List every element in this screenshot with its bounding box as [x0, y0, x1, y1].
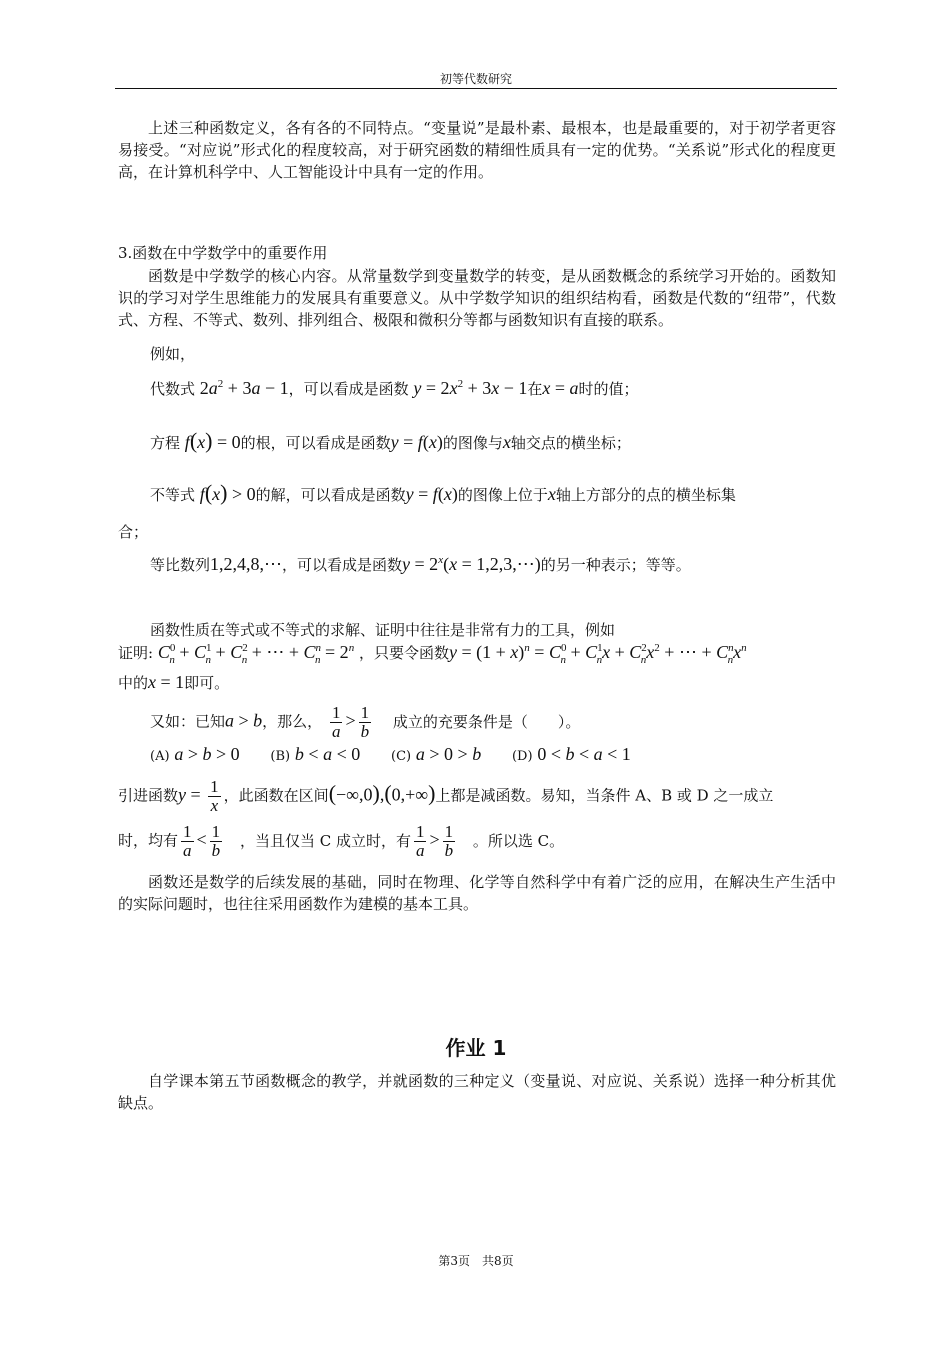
closing-section [118, 871, 836, 915]
tools-intro: 函数性质在等式或不等式的求解、证明中往往是非常有力的工具，例如 [150, 621, 616, 639]
example-sequence: 等比数列1,2,4,8,⋯，可以看成是函数$y = 2^x(x$ = 1,2,3,⋯)的另一种表示；等等。 [150, 554, 691, 574]
running-header: 初等代数研究 [439, 72, 512, 86]
page-footer: 第3页 共8页 [438, 1254, 514, 1268]
section-3-paragraph: 函数是中学数学的核心内容。从常量数学到变量数学的转变，是从函数概念的系统学习开始的。函数知识的学习对学生思维能力的发展具有重要意义。从中学数学知识的组织结构看，函数是代数的“纽带”，代数式、方程、不等式、数列、排列组合、极限和微积分等都与函数知识有直接的联系。 [118, 267, 836, 329]
fraction-1-over-x: $\frac{1}{x}$ [210, 777, 219, 815]
option-d: (D) 0 < b < a < 1 [511, 744, 631, 764]
section-3-title: 3.函数在中学数学中的重要作用 [118, 244, 328, 262]
example-inequality-cont: 合； [118, 523, 149, 541]
example-algebraic-expression: 代数式 $2a^2 + 3a - 1$，可以看成是函数 $y = 2x^2 + 3x - 1$在x = a时的值； [150, 378, 639, 398]
binomial-proof-cont: 中的x = 1即可。 [118, 672, 230, 692]
fraction-1-over-a: $\frac{1}{a}$ [331, 703, 341, 741]
intro-paragraph: 上述三种函数定义，各有各的不同特点。“变量说”是最朴素、最根本，也是最重要的，对于初学者更容易接受。“对应说”形式化的程度较高，对于研究函数的精细性质具有一定的优势。“关系说”形式化的程度更高，在计算机科学中、人工智能设计中具有一定的作用。 [118, 119, 836, 181]
for-example-label: 例如， [150, 345, 196, 363]
option-a: (A) a > b > 0 [150, 744, 240, 764]
section-3-body [118, 265, 836, 331]
example-inequality: 不等式 f(x) > 0的解，可以看成是函数y = f(x)的图像上位于x轴上方部分的点的横坐标集 [150, 480, 736, 505]
binomial-proof-line: 证明: $C^0_n + C^1_n + C^2_n$ + ⋯ + $C^n_n = 2^n$ ，只要令函数$y = (1 + x)^n = C^0_n + C^1_nx + C^2_nx^2$ + ⋯ + $C^n_nx^n$ [118, 642, 747, 666]
homework-title: 作业 1 [445, 1036, 507, 1060]
option-c: (C) a > 0 > b [391, 744, 482, 764]
formula-func: y [413, 378, 422, 398]
example-equation: 方程 f(x) = 0的根，可以看成是函数y = f(x)的图像与x轴交点的横坐标； [150, 428, 631, 453]
fraction-1-over-b: $\frac{1}{b}$ [360, 703, 370, 741]
example-question: 又如：已知a > b，那么， $\frac{1}{a}$ > $\frac{1}{b}$ 成立的充要条件是（ ）。 [150, 703, 581, 741]
closing-paragraph: 函数还是数学的后续发展的基础，同时在物理、化学等自然科学中有着广泛的应用，在解决生产生活中的实际问题时，也往往采用函数作为建模的基本工具。 [118, 873, 836, 913]
intro-section [118, 117, 836, 183]
answer-options [118, 744, 868, 765]
formula-expr: $2a^2 + 3a - 1$ [199, 378, 289, 398]
homework-text: 自学课本第五节函数概念的教学，并就函数的三种定义（变量说、对应说、关系说）选择一种分析其优缺点。 [118, 1072, 836, 1112]
header-rule [115, 88, 837, 89]
reciprocal-function-line: 引进函数y = $\frac{1}{x}$ ，此函数在区间(−∞,0),(0,+∞)上都是减函数。易知，当条件 A、B 或 D 之一成立 [118, 777, 774, 815]
homework-section [118, 1070, 836, 1114]
option-b: (B) b < a < 0 [270, 744, 361, 764]
conclusion-line: 时，均有 $\frac{1}{a}$ < $\frac{1}{b}$ ，当且仅当 C 成立时，有 $\frac{1}{a}$ > $\frac{1}{b}$ 。所以选 C。 [118, 822, 565, 860]
